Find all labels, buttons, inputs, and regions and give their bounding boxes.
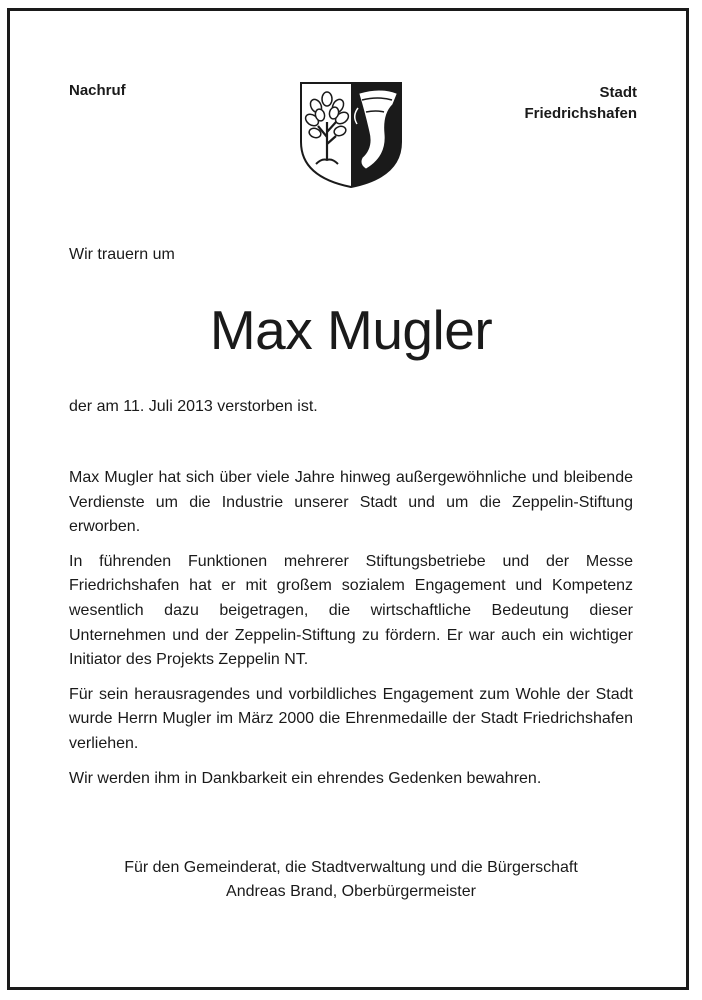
obituary-paragraph: Max Mugler hat sich über viele Jahre hinweg außergewöhnliche und bleibende Verdienste um die Industrie unserer Stadt und um die Zeppelin-Stiftung erworben.	[69, 469, 633, 536]
obituary-paragraph: Für sein herausragendes und vorbildliches Engagement zum Wohle der Stadt wurde Herrn Mugler im März 2000 die Ehrenmedaille der Stadt Friedrichshafen verliehen.	[69, 685, 633, 752]
obituary-paragraph: Wir werden ihm in Dankbarkeit ein ehrendes Gedenken bewahren.	[69, 769, 542, 787]
obituary-body	[69, 466, 633, 801]
coat-of-arms-icon	[300, 82, 402, 188]
obituary-paragraph: In führenden Funktionen mehrerer Stiftungsbetriebe und der Messe Friedrichshafen hat er mit großem sozialem Engagement und Kompetenz wesentlich dazu beigetragen, die wirtschaftliche Bedeutung dieser Unternehmen und der Zeppelin-Stiftung zu fördern. Er war auch ein wichtiger Initiator des Projekts Zeppelin NT.	[69, 552, 633, 669]
header-city-line2: Friedrichshafen	[524, 105, 637, 122]
deceased-name: Max Mugler	[209, 299, 493, 361]
signature-block	[0, 856, 702, 904]
death-date-line: der am 11. Juli 2013 verstorben ist.	[69, 398, 318, 415]
header-city	[524, 82, 637, 124]
header-nachruf: Nachruf	[69, 82, 126, 99]
intro-text: Wir trauern um	[69, 246, 175, 263]
signature-line1: Für den Gemeinderat, die Stadtverwaltung und die Bürgerschaft	[124, 859, 578, 876]
signature-line2: Andreas Brand, Oberbürgermeister	[226, 883, 476, 900]
header-city-line1: Stadt	[599, 84, 637, 101]
